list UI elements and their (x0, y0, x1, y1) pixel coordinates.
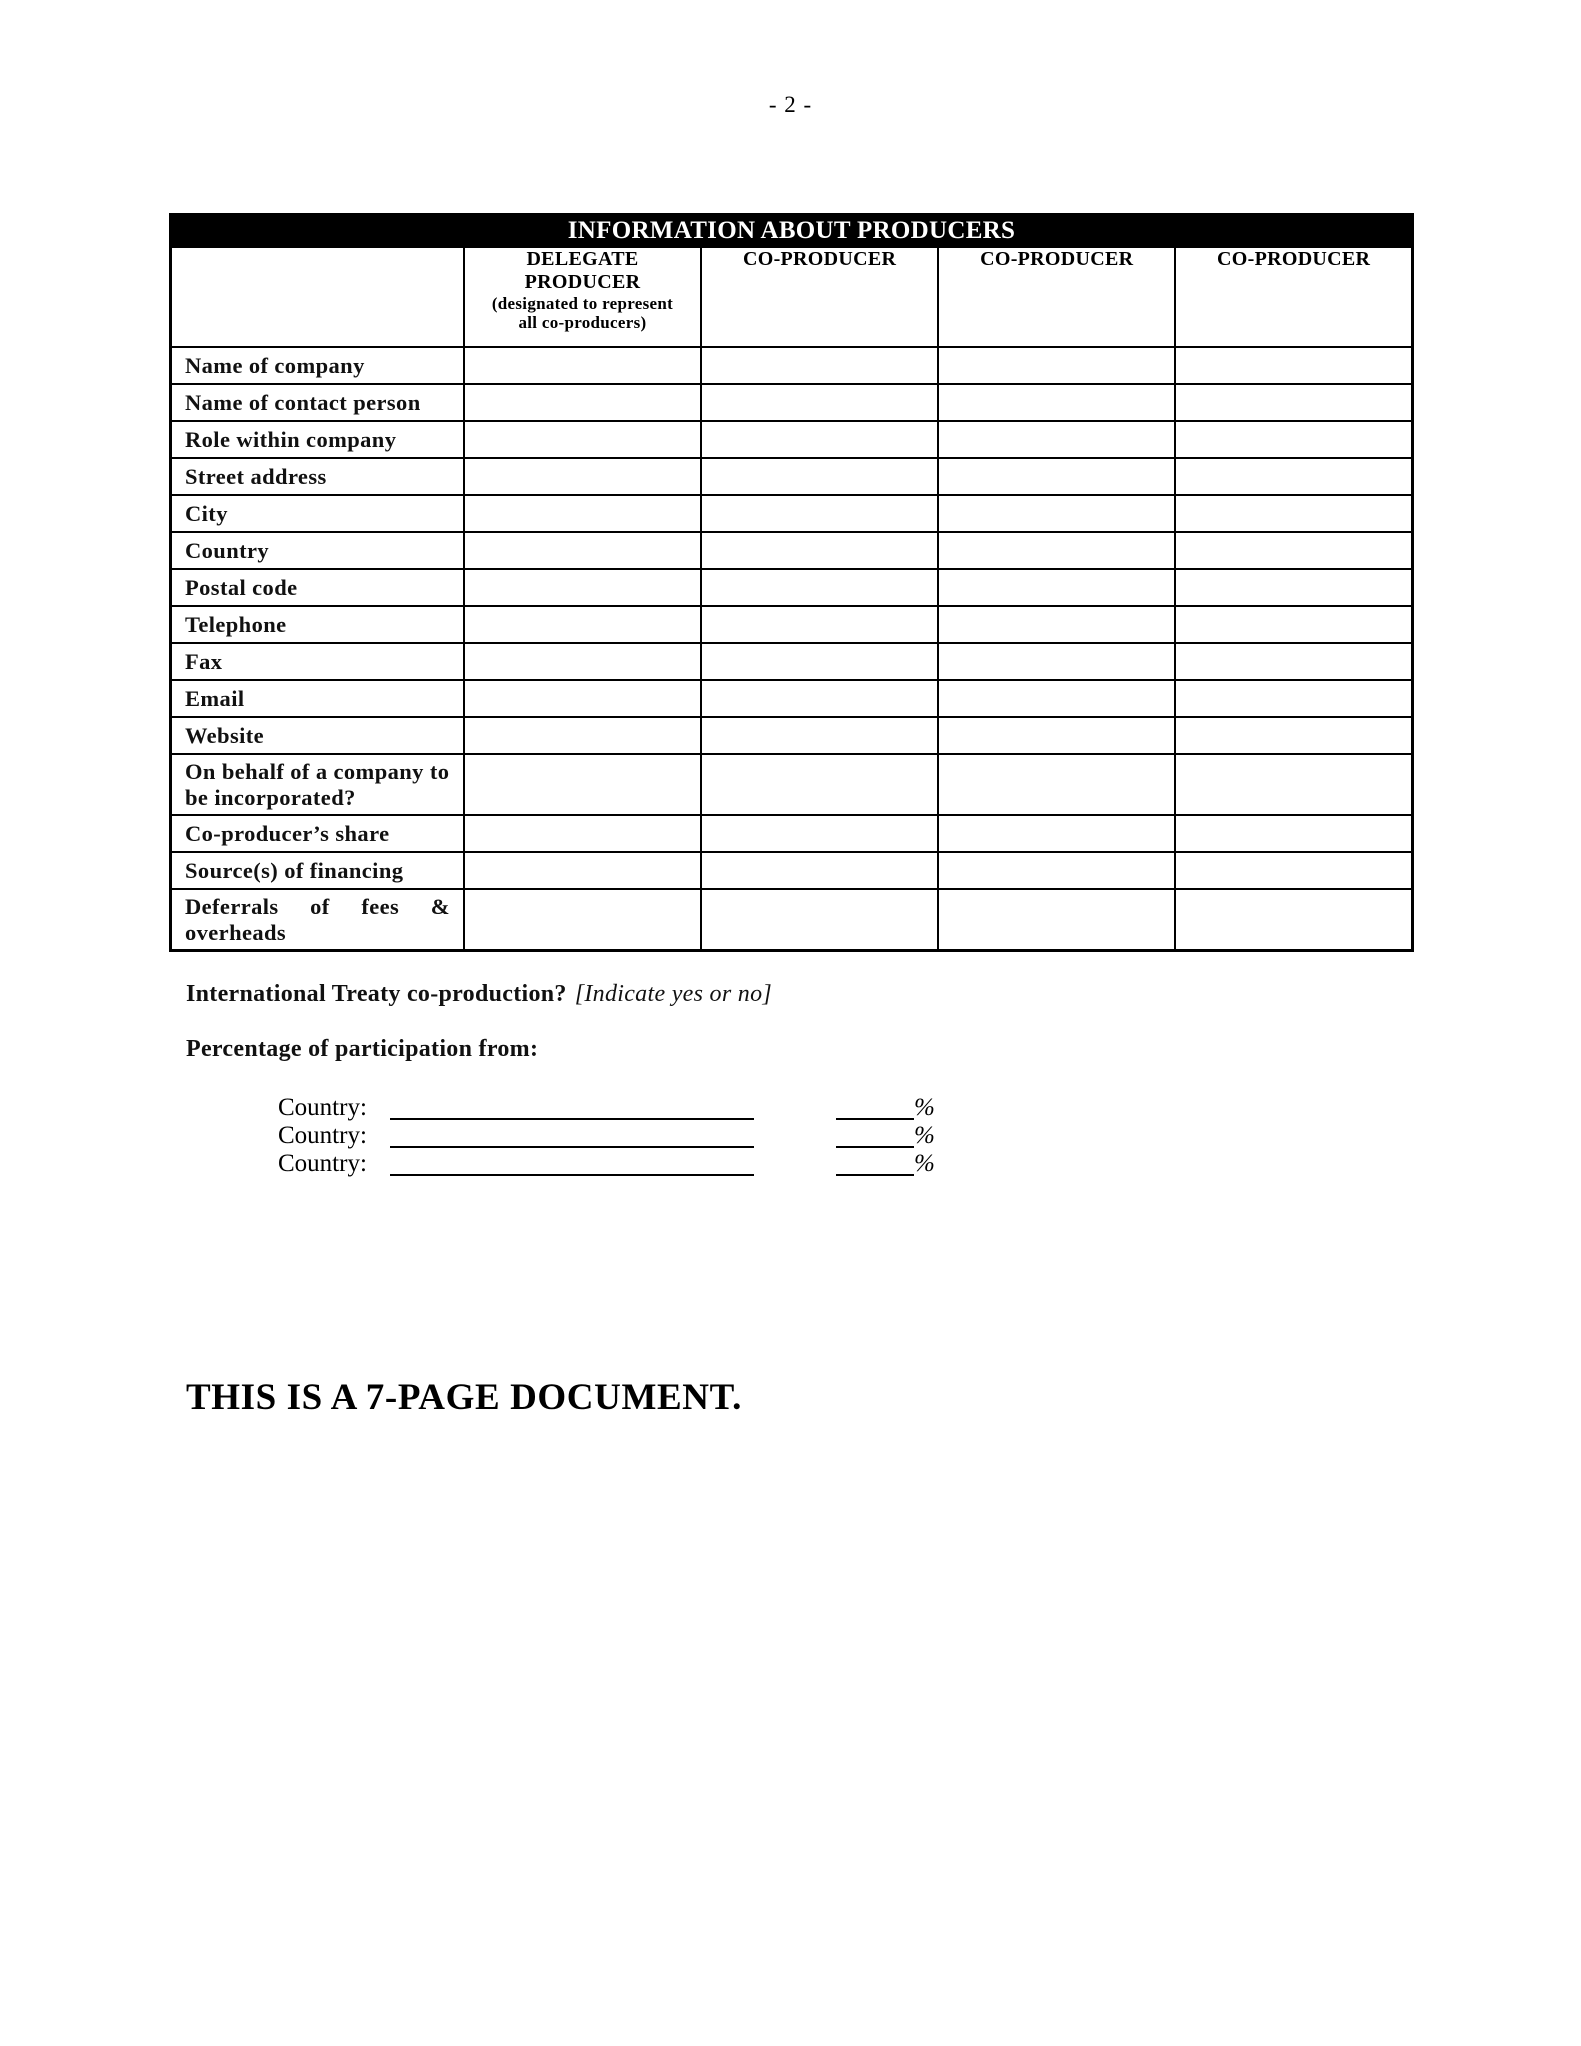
page-number: - 2 - (768, 92, 813, 117)
row-label: Website (171, 717, 464, 754)
entry-cell[interactable] (464, 754, 701, 815)
entry-cell[interactable] (1175, 606, 1412, 643)
page-count-notice: THIS IS A 7-PAGE DOCUMENT. (186, 1377, 742, 1418)
country-label: Country: (278, 1122, 367, 1149)
table-header-row (171, 247, 1413, 347)
table-row (171, 680, 1413, 717)
entry-cell[interactable] (938, 532, 1175, 569)
entry-cell[interactable] (938, 421, 1175, 458)
row-label: Source(s) of financing (171, 852, 464, 889)
table-row (171, 495, 1413, 532)
entry-cell[interactable] (464, 347, 701, 384)
entry-cell[interactable] (464, 643, 701, 680)
column-header-co-producer-3 (1175, 247, 1412, 347)
header-blank-cell (171, 247, 464, 347)
table-row (171, 606, 1413, 643)
entry-cell[interactable] (464, 680, 701, 717)
entry-cell[interactable] (1175, 495, 1412, 532)
entry-cell[interactable] (1175, 680, 1412, 717)
percent-sign: % (914, 1122, 935, 1149)
entry-cell[interactable] (701, 852, 938, 889)
participation-heading: Percentage of participation from: (186, 1036, 539, 1062)
table-row (171, 815, 1413, 852)
row-label: Country (171, 532, 464, 569)
entry-cell[interactable] (701, 643, 938, 680)
entry-cell[interactable] (464, 458, 701, 495)
entry-cell[interactable] (938, 495, 1175, 532)
entry-cell[interactable] (938, 815, 1175, 852)
entry-cell[interactable] (464, 495, 701, 532)
row-label: Name of company (171, 347, 464, 384)
country-label: Country: (278, 1150, 367, 1177)
treaty-hint: [Indicate yes or no] (574, 981, 773, 1007)
entry-cell[interactable] (1175, 384, 1412, 421)
percent-blank-line[interactable] (836, 1118, 914, 1120)
entry-cell[interactable] (938, 347, 1175, 384)
entry-cell[interactable] (701, 717, 938, 754)
entry-cell[interactable] (1175, 643, 1412, 680)
table-row (171, 458, 1413, 495)
entry-cell[interactable] (464, 889, 701, 951)
participation-row (278, 1094, 935, 1122)
entry-cell[interactable] (938, 643, 1175, 680)
entry-cell[interactable] (1175, 532, 1412, 569)
entry-cell[interactable] (464, 606, 701, 643)
row-label: Fax (171, 643, 464, 680)
entry-cell[interactable] (701, 606, 938, 643)
entry-cell[interactable] (464, 384, 701, 421)
entry-cell[interactable] (938, 569, 1175, 606)
country-label: Country: (278, 1094, 367, 1121)
entry-cell[interactable] (701, 421, 938, 458)
table-row (171, 889, 1413, 951)
entry-cell[interactable] (701, 458, 938, 495)
percent-sign: % (914, 1150, 935, 1177)
entry-cell[interactable] (464, 852, 701, 889)
column-header-co-producer-1 (701, 247, 938, 347)
row-label: Name of contact person (171, 384, 464, 421)
entry-cell[interactable] (938, 606, 1175, 643)
entry-cell[interactable] (701, 347, 938, 384)
entry-cell[interactable] (1175, 815, 1412, 852)
entry-cell[interactable] (1175, 569, 1412, 606)
row-label: Role within company (171, 421, 464, 458)
row-label: Email (171, 680, 464, 717)
row-label: City (171, 495, 464, 532)
entry-cell[interactable] (1175, 421, 1412, 458)
entry-cell[interactable] (701, 680, 938, 717)
row-label: Telephone (171, 606, 464, 643)
column-header-delegate-producer (464, 247, 701, 347)
table-row (171, 852, 1413, 889)
percent-sign: % (914, 1094, 935, 1121)
table-row (171, 569, 1413, 606)
table-row (171, 717, 1413, 754)
column-header-co-producer-2 (938, 247, 1175, 347)
treaty-question (186, 981, 772, 1008)
producers-table (169, 213, 1414, 952)
entry-cell[interactable] (938, 889, 1175, 951)
entry-cell[interactable] (464, 717, 701, 754)
table-row (171, 643, 1413, 680)
country-blank-line[interactable] (390, 1118, 754, 1120)
table-row (171, 754, 1413, 815)
entry-cell[interactable] (701, 889, 938, 951)
column-header-label: CO-PRODUCER (980, 248, 1134, 270)
entry-cell[interactable] (1175, 889, 1412, 951)
column-header-note: (designated to represent all co-producers) (491, 294, 674, 332)
table-row (171, 532, 1413, 569)
entry-cell[interactable] (701, 754, 938, 815)
entry-cell[interactable] (1175, 852, 1412, 889)
entry-cell[interactable] (1175, 347, 1412, 384)
entry-cell[interactable] (464, 569, 701, 606)
country-blank-line[interactable] (390, 1174, 754, 1176)
percent-blank-line[interactable] (836, 1174, 914, 1176)
row-label: Street address (171, 458, 464, 495)
entry-cell[interactable] (938, 717, 1175, 754)
entry-cell[interactable] (1175, 458, 1412, 495)
column-header-label: DELEGATE PRODUCER (524, 248, 641, 293)
percent-blank-line[interactable] (836, 1146, 914, 1148)
entry-cell[interactable] (938, 852, 1175, 889)
row-label: Postal code (171, 569, 464, 606)
entry-cell[interactable] (464, 421, 701, 458)
entry-cell[interactable] (701, 569, 938, 606)
entry-cell[interactable] (464, 532, 701, 569)
table-row (171, 347, 1413, 384)
entry-cell[interactable] (701, 815, 938, 852)
participation-row (278, 1150, 935, 1178)
entry-cell[interactable] (1175, 717, 1412, 754)
row-label: On behalf of a company to be incorporated? (171, 754, 464, 815)
table-row (171, 384, 1413, 421)
entry-cell[interactable] (701, 532, 938, 569)
entry-cell[interactable] (938, 754, 1175, 815)
entry-cell[interactable] (938, 384, 1175, 421)
row-label: Co-producer’s share (171, 815, 464, 852)
column-header-label: CO-PRODUCER (1217, 248, 1371, 270)
treaty-question-text: International Treaty co-production? (186, 981, 567, 1007)
row-label: Deferrals of fees & overheads (171, 889, 464, 951)
entry-cell[interactable] (701, 384, 938, 421)
entry-cell[interactable] (1175, 754, 1412, 815)
participation-row (278, 1122, 935, 1150)
column-header-label: CO-PRODUCER (742, 248, 897, 270)
entry-cell[interactable] (938, 458, 1175, 495)
entry-cell[interactable] (464, 815, 701, 852)
entry-cell[interactable] (938, 680, 1175, 717)
table-row (171, 421, 1413, 458)
table-title: INFORMATION ABOUT PRODUCERS (171, 215, 1413, 248)
country-blank-line[interactable] (390, 1146, 754, 1148)
entry-cell[interactable] (701, 495, 938, 532)
